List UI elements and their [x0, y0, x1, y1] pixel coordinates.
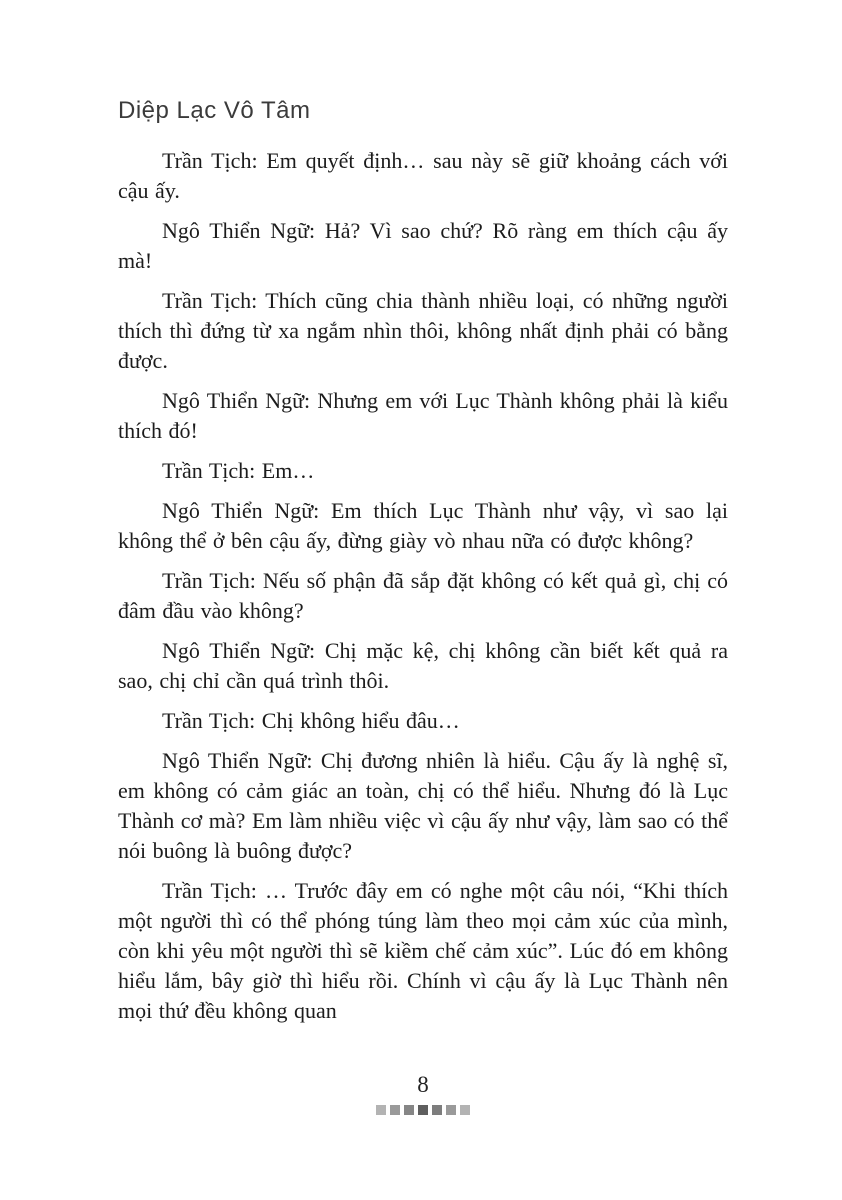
paragraph: Ngô Thiển Ngữ: Chị đương nhiên là hiểu. Cậu ấy là nghệ sĩ, em không có cảm giác an toàn, chị có thể hiểu. Nhưng đó là Lục Thành cơ mà? Em làm nhiều việc vì cậu ấy như vậy, làm sao có thể nói buông là buông được?: [118, 748, 728, 863]
paragraph: Trần Tịch: Nếu số phận đã sắp đặt không có kết quả gì, chị có đâm đầu vào không?: [118, 568, 728, 623]
paragraph: Trần Tịch: Em quyết định… sau này sẽ giữ khoảng cách với cậu ấy.: [118, 148, 728, 203]
body-text: [118, 146, 728, 1036]
paragraph: Trần Tịch: Thích cũng chia thành nhiều loại, có những người thích thì đứng từ xa ngắm nhìn thôi, không nhất định phải có bằng được.: [118, 288, 728, 373]
ornament-square: [432, 1105, 442, 1115]
paragraph: Ngô Thiển Ngữ: Hả? Vì sao chứ? Rõ ràng em thích cậu ấy mà!: [118, 218, 728, 273]
paragraph: Ngô Thiển Ngữ: Em thích Lục Thành như vậy, vì sao lại không thể ở bên cậu ấy, đừng giày vò nhau nữa có được không?: [118, 498, 728, 553]
paragraph: Ngô Thiển Ngữ: Nhưng em với Lục Thành không phải là kiểu thích đó!: [118, 388, 728, 443]
ornament-square: [446, 1105, 456, 1115]
running-header-author: Diệp Lạc Vô Tâm: [118, 97, 311, 124]
page-ornament-squares: [118, 1105, 728, 1115]
ornament-square: [418, 1105, 428, 1115]
ornament-square: [390, 1105, 400, 1115]
paragraph: Trần Tịch: Chị không hiểu đâu…: [162, 708, 460, 733]
ornament-square: [460, 1105, 470, 1115]
page-number: 8: [417, 1072, 429, 1097]
page-footer: [118, 1072, 728, 1115]
paragraph: Trần Tịch: Em…: [162, 458, 315, 483]
paragraph: Ngô Thiển Ngữ: Chị mặc kệ, chị không cần biết kết quả ra sao, chị chỉ cần quá trình thôi.: [118, 638, 728, 693]
ornament-square: [404, 1105, 414, 1115]
paragraph: Trần Tịch: … Trước đây em có nghe một câu nói, “Khi thích một người thì có thể phóng túng làm theo mọi cảm xúc của mình, còn khi yêu một người thì sẽ kiềm chế cảm xúc”. Lúc đó em không hiểu lắm, bây giờ thì hiểu rồi. Chính vì cậu ấy là Lục Thành nên mọi thứ đều không quan: [118, 878, 728, 1023]
ornament-square: [376, 1105, 386, 1115]
